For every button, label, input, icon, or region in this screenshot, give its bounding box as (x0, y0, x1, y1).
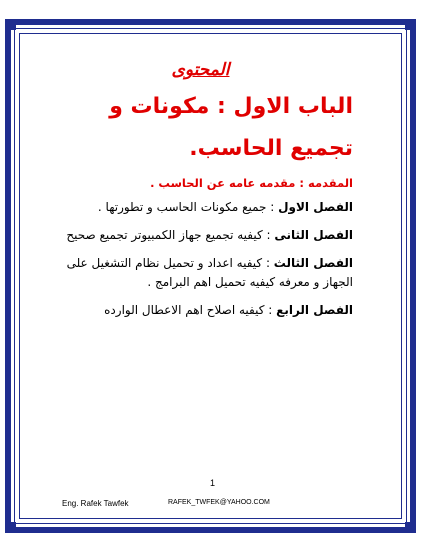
chapter-label: الفصل الثانى (274, 228, 353, 242)
chapter-label: الفصل الثالث (273, 256, 353, 270)
part-title: الباب الاول : مكونات و تجميع الحاسب. (109, 94, 353, 161)
introduction-line: المقدمه : مقدمه عامه عن الحاسب . (150, 176, 353, 190)
border-corner-top-left (8, 22, 16, 30)
chapter-label: الفصل الرابع (276, 303, 353, 317)
chapter-item (48, 198, 353, 217)
chapter-text: : جميع مكونات الحاسب و تطورتها . (97, 200, 279, 214)
chapter-text: : كيفيه اعداد و تحميل نظام التشغيل على الجهاز و معرفه كيفيه تحميل اهم البرامج . (66, 256, 353, 289)
page-number: 1 (209, 478, 215, 488)
chapter-text: : كيفيه تجميع جهاز الكمبيوتر تجميع صحيح (66, 228, 275, 242)
footer-author: Eng. Rafek Tawfek (62, 499, 129, 508)
contents-heading: المحتوى (171, 60, 230, 80)
chapter-label: الفصل الاول (278, 200, 353, 214)
document-content (48, 60, 353, 329)
chapter-item (48, 226, 353, 245)
border-corner-top-right (405, 22, 413, 30)
footer-email: RAFEK_TWFEK@YAHOO.COM (168, 499, 270, 506)
border-corner-bottom-left (8, 522, 16, 530)
chapter-item (48, 301, 353, 320)
chapter-text: : كيفيه اصلاح اهم الاعطال الوارده (104, 303, 277, 317)
chapter-item (48, 254, 353, 292)
border-corner-bottom-right (405, 522, 413, 530)
